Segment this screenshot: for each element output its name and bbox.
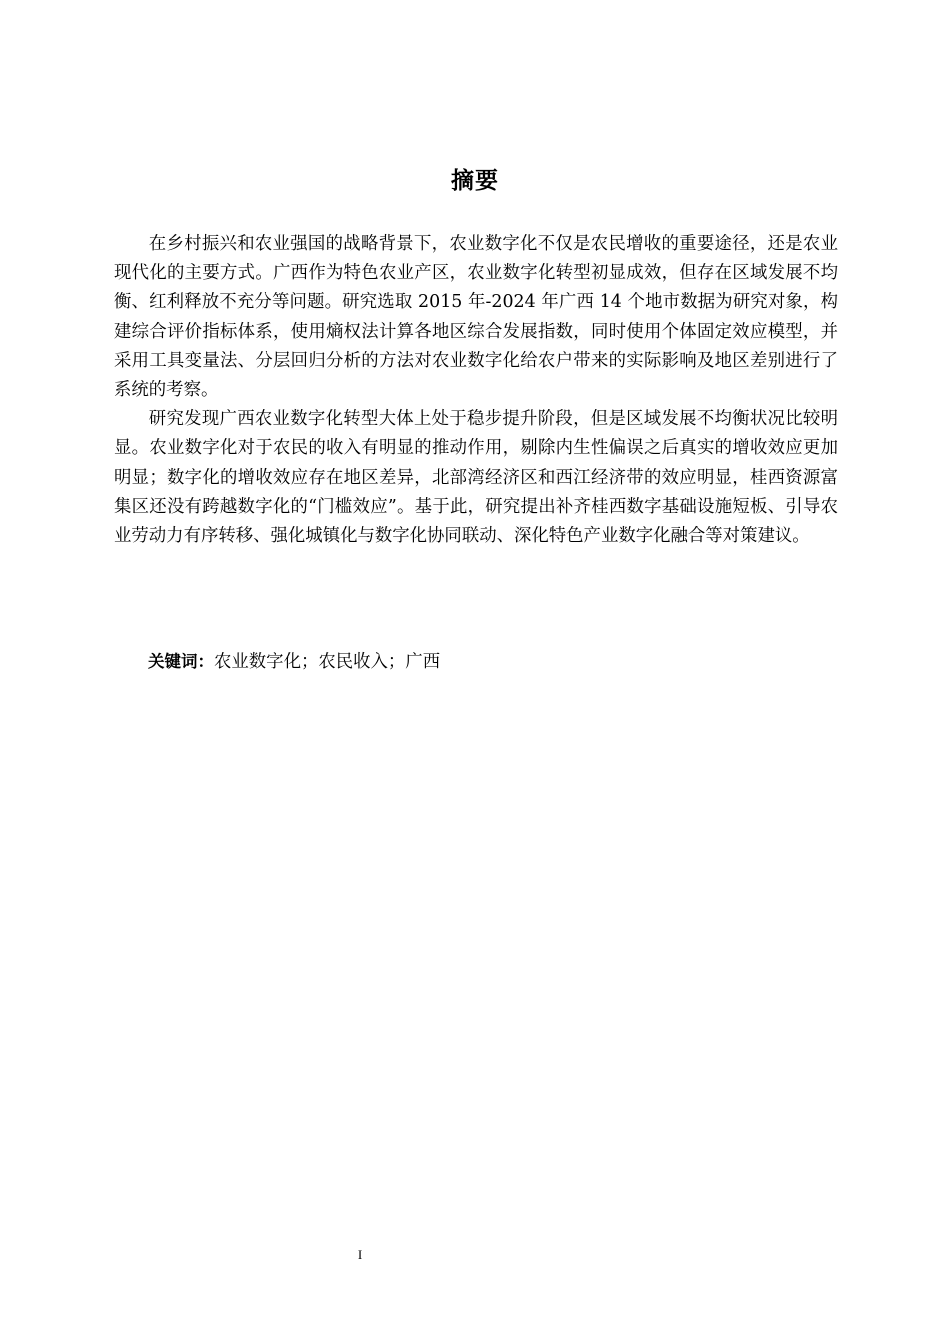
keywords-label: 关键词： [148, 652, 214, 671]
page-number: I [357, 1247, 363, 1262]
keywords-line [148, 647, 838, 677]
page-title: 摘要 [451, 168, 499, 194]
abstract-paragraph-2: 研究发现广西农业数字化转型大体上处于稳步提升阶段，但是区域发展不均衡状况比较明显。农业数字化对于农民的收入有明显的推动作用，剔除内生性偏误之后真实的增收效应更加明显；数字化的增收效应存在地区差异，北部湾经济区和西江经济带的效应明显，桂西资源富集区还没有跨越数字化的“门槛效应”。基于此，研究提出补齐桂西数字基础设施短板、引导农业劳动力有序转移、强化城镇化与数字化协同联动、深化特色产业数字化融合等对策建议。 [114, 409, 838, 547]
abstract-paragraph-1: 在乡村振兴和农业强国的战略背景下，农业数字化不仅是农民增收的重要途径，还是农业现代化的主要方式。广西作为特色农业产区，农业数字化转型初显成效，但存在区域发展不均衡、红利释放不充分等问题。研究选取 2015 年-2024 年广西 14 个地市数据为研究对象，构建综合评价指标体系，使用熵权法计算各地区综合发展指数，同时使用个体固定效应模型，并采用工具变量法、分层回归分析的方法对农业数字化给农户带来的实际影响及地区差别进行了系统的考察。 [114, 234, 838, 401]
abstract-body [114, 230, 838, 551]
keywords-text: 农业数字化；农民收入；广西 [214, 652, 441, 672]
